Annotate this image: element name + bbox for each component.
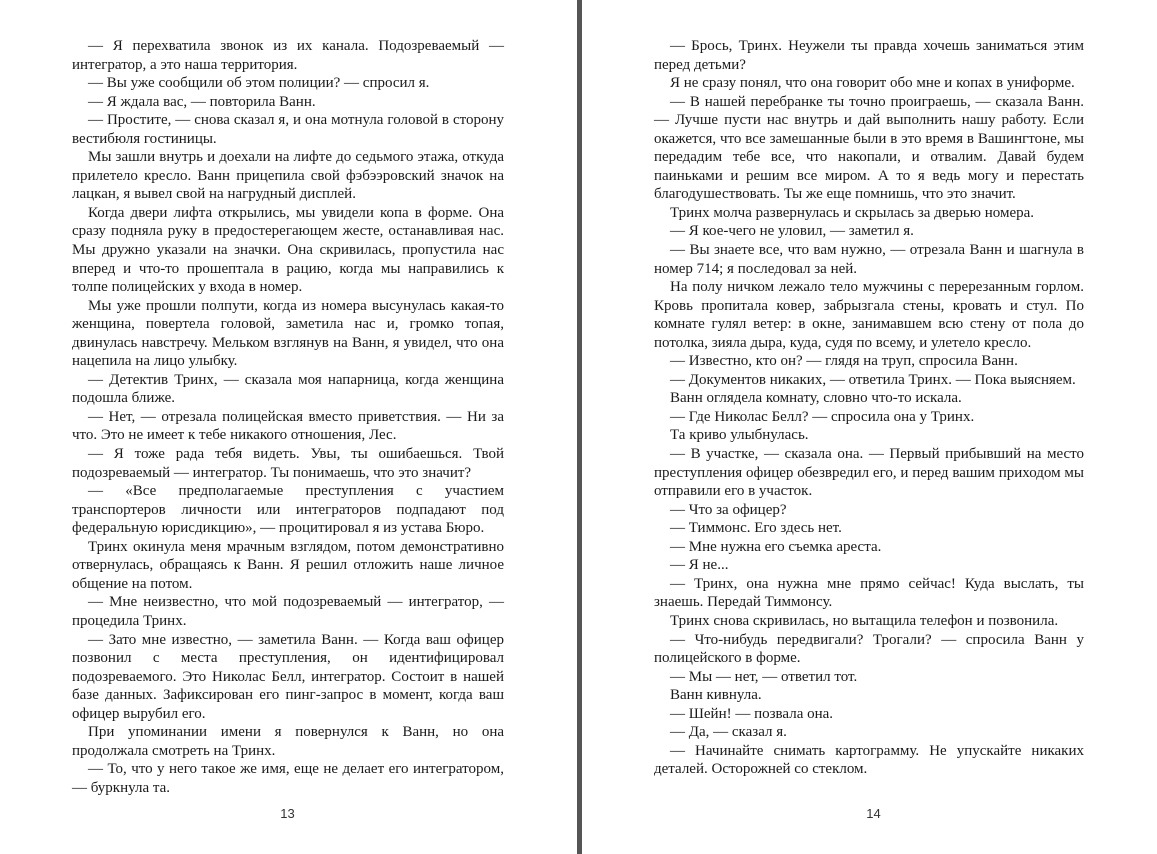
paragraph: Та криво улыбнулась. (670, 427, 809, 444)
paragraph: Когда двери лифта открылись, мы увидели копа в форме. Она сразу подняла руку в предостерегающем жесте, останавливая нас. Мы дружно указали на значки. Она скривилась, пропустила нас вперед и что-то прошептала в рацию, когда мы направились к толпе полицейских у входа в номер. (72, 204, 504, 296)
paragraph: — Да, — сказал я. (670, 724, 787, 741)
paragraph: — То, что у него такое же имя, еще не делает его интегратором, — буркнула та. (72, 761, 504, 796)
paragraph: — Я перехватила звонок из их канала. Подозреваемый — интегратор, а это наша территория. (72, 38, 504, 73)
paragraph: Тринх молча развернулась и скрылась за дверью номера. (670, 204, 1035, 221)
paragraph: Мы зашли внутрь и доехали на лифте до седьмого этажа, откуда прилетело кресло. Ванн прицепила свой фэбээровский значок на лацкан, я вывел свой на нагрудный дисплей. (72, 149, 504, 203)
paragraph: Я не сразу понял, что она говорит обо мне и копах в униформе. (670, 75, 1075, 92)
paragraph: — Я ждала вас, — повторила Ванн. (88, 93, 316, 110)
paragraph: — Что за офицер? (670, 501, 787, 518)
paragraph: — Вы знаете все, что вам нужно, — отрезала Ванн и шагнула в номер 714; я последовал за ней. (654, 242, 1084, 277)
paragraph: Ванн кивнула. (670, 687, 762, 704)
paragraph: — Шейн! — позвала она. (670, 705, 834, 722)
right-page-text (654, 37, 1084, 779)
paragraph: — Тиммонс. Его здесь нет. (670, 520, 842, 537)
paragraph: — Вы уже сообщили об этом полиции? — спросил я. (88, 75, 430, 92)
page-number-left: 13 (280, 806, 295, 821)
paragraph: — Я тоже рада тебя видеть. Увы, ты ошибаешься. Твой подозреваемый — интегратор. Ты понимаешь, что это значит? (72, 446, 504, 481)
paragraph: — Где Николас Белл? — спросила она у Тринх. (670, 408, 975, 425)
page-number-right: 14 (866, 806, 881, 821)
right-page (582, 0, 1157, 854)
paragraph: — Брось, Тринх. Неужели ты правда хочешь заниматься этим перед детьми? (654, 38, 1084, 73)
paragraph: — Я кое-чего не уловил, — заметил я. (670, 223, 914, 240)
paragraph: — Простите, — снова сказал я, и она мотнула головой в сторону вестибюля гостиницы. (72, 112, 504, 147)
paragraph: — Мне неизвестно, что мой подозреваемый — интегратор, — процедила Тринх. (72, 594, 504, 629)
paragraph: Мы уже прошли полпути, когда из номера высунулась какая-то женщина, повертела головой, заметила нас и, громко топая, двинулась навстречу. Мельком взглянув на Ванн, я увидел, что она нацепила на лицо улыбку. (72, 297, 504, 370)
paragraph: — В участке, — сказала она. — Первый прибывший на место преступления офицер обезвредил его, и перед вашим приходом мы отправили его в участок. (654, 446, 1084, 500)
paragraph: — Документов никаких, — ответила Тринх. — Пока выясняем. (670, 371, 1076, 388)
paragraph: — Зато мне известно, — заметила Ванн. — Когда ваш офицер позвонил с места преступления, он идентифицировал подозреваемого. Это Николас Белл, интегратор. Состоит в нашей базе данных. Зафиксирован его пинг-запрос в момент, когда ваш офицер вырубил его. (72, 631, 504, 722)
paragraph: — Тринх, она нужна мне прямо сейчас! Куда выслать, ты знаешь. Передай Тиммонсу. (654, 575, 1084, 611)
paragraph: — Начинайте снимать картограмму. Не упускайте никаких деталей. Осторожней со стеклом. (654, 742, 1084, 778)
paragraph: На полу ничком лежало тело мужчины с перерезанным горлом. Кровь пропитала ковер, забрызгала стены, кровать и стул. По комнате гулял ветер: в окне, занимавшем всю стену от пола до потолка, зияла дыра, куда, судя по всему, и улетело кресло. (654, 279, 1084, 351)
paragraph: — В нашей перебранке ты точно проиграешь, — сказала Ванн. — Лучше пусти нас внутрь и дай выполнить нашу работу. Если окажется, что все замешанные были в это время в Вашингтоне, мы передадим тебе все, что накопали, и отвалим. Давай будем паиньками и решим все миром. А то я ведь могу и перестать благодушествовать. Ты же еще помнишь, что это значит. (654, 93, 1084, 203)
paragraph: — Детектив Тринх, — сказала моя напарница, когда женщина подошла ближе. (72, 371, 504, 407)
paragraph: — Нет, — отрезала полицейская вместо приветствия. — Ни за что. Это не имеет к тебе никакого отношения, Лес. (72, 408, 504, 444)
left-page (0, 0, 577, 854)
paragraph: — Мы — нет, — ответил тот. (670, 668, 858, 685)
paragraph: — Я не... (670, 557, 729, 574)
paragraph: Ванн оглядела комнату, словно что-то искала. (670, 390, 962, 407)
paragraph: При упоминании имени я повернулся к Ванн, но она продолжала смотреть на Тринх. (72, 724, 504, 759)
paragraph: — Известно, кто он? — глядя на труп, спросила Ванн. (670, 353, 1018, 370)
paragraph: — Мне нужна его съемка ареста. (670, 538, 882, 555)
paragraph: — «Все предполагаемые преступления с участием транспортеров личности или интеграторов подпадают под федеральную юрисдикцию», — процитировал я из устава Бюро. (72, 483, 504, 537)
paragraph: Тринх окинула меня мрачным взглядом, потом демонстративно отвернулась, обращаясь к Ванн. Я решил отложить наше личное общение на потом. (72, 538, 504, 592)
paragraph: Тринх снова скривилась, но вытащила телефон и позвонила. (670, 612, 1059, 629)
left-page-text (72, 37, 504, 797)
paragraph: — Что-нибудь передвигали? Трогали? — спросила Ванн у полицейского в форме. (654, 631, 1084, 667)
